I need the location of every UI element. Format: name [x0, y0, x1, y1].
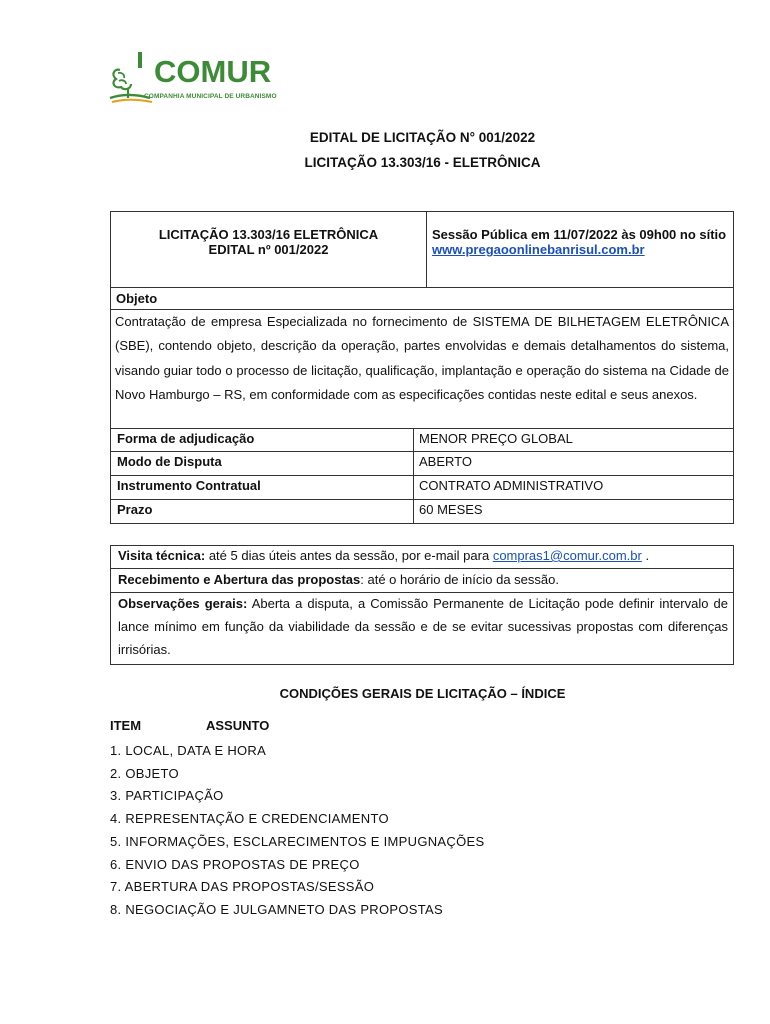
- table-row: [111, 499, 733, 522]
- recebimento-label: Recebimento e Abertura das propostas: [118, 572, 361, 587]
- observacoes-row: [118, 592, 728, 661]
- document-subtitle: LICITAÇÃO 13.303/16 - ELETRÔNICA: [304, 155, 541, 170]
- licitacao-line: LICITAÇÃO 13.303/16 ELETRÔNICA: [158, 227, 379, 242]
- row-value: CONTRATO ADMINISTRATIVO: [419, 478, 604, 493]
- index-title: CONDIÇÕES GERAIS DE LICITAÇÃO – ÍNDICE: [279, 686, 566, 701]
- edital-line: EDITAL nº 001/2022: [208, 242, 329, 257]
- list-item: 4. REPRESENTAÇÃO E CREDENCIAMENTO: [110, 811, 389, 827]
- list-item: 6. ENVIO DAS PROPOSTAS DE PREÇO: [110, 856, 360, 872]
- recebimento-text: : até o horário de início da sessão.: [360, 572, 559, 587]
- comur-logo: [108, 48, 308, 108]
- conditions-table: [110, 545, 734, 665]
- row-divider: [111, 287, 733, 288]
- list-item: 7. ABERTURA DAS PROPOSTAS/SESSÃO: [110, 879, 375, 895]
- list-item: 8. NEGOCIAÇÃO E JULGAMNETO DAS PROPOSTAS: [110, 901, 443, 917]
- visita-end: .: [641, 548, 650, 563]
- observacoes-text: Aberta a disputa, a Comissão Permanente de Licitação pode definir intervalo de lance mínimo em função da viabilidade da sessão e de se evitar sucessivas propostas com diferenças irrisórias.: [118, 596, 728, 657]
- objeto-label: Objeto: [116, 291, 158, 306]
- visita-row: [118, 548, 728, 563]
- column-divider: [413, 428, 414, 523]
- list-item: 3. PARTICIPAÇÃO: [110, 788, 224, 804]
- observacoes-label: Observações gerais:: [118, 596, 248, 611]
- row-value: MENOR PREÇO GLOBAL: [419, 431, 573, 446]
- session-text: Sessão Pública em 11/07/2022 às 09h00 no sítio: [432, 227, 727, 242]
- index-col-item: ITEM: [110, 718, 142, 733]
- visita-label: Visita técnica:: [118, 548, 206, 563]
- logo-wordmark: COMUR: [154, 54, 272, 89]
- row-label: Instrumento Contratual: [117, 478, 261, 493]
- recebimento-row: [118, 572, 728, 587]
- visita-email-link[interactable]: compras1@comur.com.br: [492, 548, 642, 563]
- list-item: 5. INFORMAÇÕES, ESCLARECIMENTOS E IMPUGNAÇÕES: [110, 833, 485, 849]
- row-label: Forma de adjudicação: [117, 431, 255, 446]
- visita-text: até 5 dias úteis antes da sessão, por e-mail para: [205, 548, 493, 563]
- table-row: [111, 475, 733, 498]
- row-value: 60 MESES: [419, 502, 483, 517]
- list-item: 1. LOCAL, DATA E HORA: [110, 743, 267, 758]
- table-row: [111, 428, 733, 451]
- session-header-cell: [428, 212, 733, 287]
- list-item: 2. OBJETO: [110, 765, 179, 781]
- session-link[interactable]: www.pregaoonlinebanrisul.com.br: [432, 242, 645, 257]
- objeto-text: Contratação de empresa Especializada no fornecimento de SISTEMA DE BILHETAGEM ELETRÔNICA (SBE), contendo objeto, descrição da operação, partes envolvidas e demais detalhamentos do sistema, visando guiar todo o processo de licitação, qualificação, implantação e operação do sistema na Cidade de Novo Hamburgo – RS, em conformidade com as especificações contidas neste edital e seus anexos.: [115, 314, 729, 403]
- row-divider: [111, 568, 733, 569]
- table-row: [111, 451, 733, 474]
- index-list: [110, 740, 484, 922]
- document-title: EDITAL DE LICITAÇÃO N° 001/2022: [309, 130, 536, 145]
- index-col-assunto: ASSUNTO: [206, 718, 270, 733]
- row-label: Modo de Disputa: [117, 454, 222, 469]
- licitacao-header-cell: [111, 212, 427, 287]
- logo-subtitle: COMPANHIA MUNICIPAL DE URBANISMO: [144, 93, 277, 100]
- row-label: Prazo: [117, 502, 153, 517]
- summary-table: [110, 211, 734, 524]
- row-value: ABERTO: [419, 454, 472, 469]
